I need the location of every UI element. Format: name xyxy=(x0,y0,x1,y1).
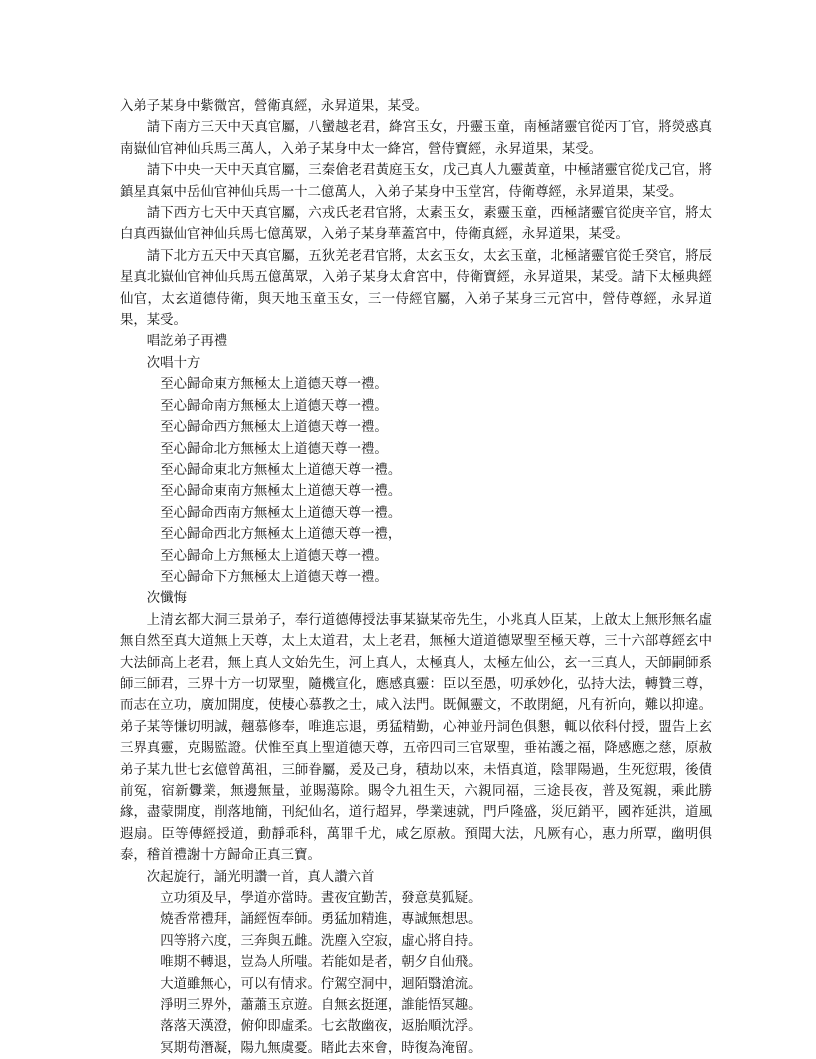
verse-line: 冥期苟潛凝，陽九無虞憂。睹此去來會，時復為淹留。 xyxy=(160,1040,482,1056)
salutation-line: 至心歸命東北方無極太上道德天尊一禮。 xyxy=(160,462,402,478)
paragraph-continuation: 入弟子某身中紫微宮，營衛真經，永昇道果，某受。 xyxy=(120,99,428,114)
verse-line: 唯期不轉退，豈為人所嗤。若能如是者，朝夕自仙飛。 xyxy=(160,955,482,971)
paragraph-center: 請下中央一天中天真官屬，三秦傖老君黃庭玉女，戊己真人九靈黃童，中極諸靈官從戊己官，將鎮星真氣中岳仙官神仙兵馬一十二億萬人，入弟子某身中玉堂宮，侍衛尊經，永昇道果，某受。 xyxy=(120,163,712,200)
heading-ten-directions: 次唱十方 xyxy=(146,355,201,371)
heading-bow-twice: 唱訖弟子再禮 xyxy=(146,334,228,350)
verse-line: 四等將六度，三奔與五雌。洗塵入空寂，虛心將自持。 xyxy=(160,933,482,949)
verse-list xyxy=(120,888,712,1059)
verse-line: 淨明三界外，蕭蕭玉京遊。自無玄挺運，誰能悟冥趣。 xyxy=(160,998,482,1014)
salutation-line: 至心歸命西南方無極太上道德天尊一禮。 xyxy=(160,505,402,521)
salutation-line: 至心歸命下方無極太上道德天尊一禮。 xyxy=(160,569,388,585)
salutation-line: 至心歸命南方無極太上道德天尊一禮。 xyxy=(160,398,388,414)
document-page xyxy=(120,96,712,1059)
salutation-line: 至心歸命西方無極太上道德天尊一禮。 xyxy=(160,420,388,436)
verse-line: 大道雖無心，可以有情求。佇駕空洞中，迴陌翳滄流。 xyxy=(160,976,482,992)
salutation-list xyxy=(120,374,712,588)
verse-line: 立功須及早，學道亦當時。晝夜宜勤苦，發意莫狐疑。 xyxy=(160,891,482,907)
paragraph-south: 請下南方三天中天真官屬，八蠻越老君，絳宮玉女，丹靈玉童，南極諸靈官從丙丁官，將熒惑真南嶽仙官神仙兵馬三萬人，入弟子某身中太一絳宮，營侍寶經，永昇道果，某受。 xyxy=(120,120,712,157)
salutation-line: 至心歸命西北方無極太上道德天尊一禮， xyxy=(160,527,402,543)
salutation-line: 至心歸命上方無極太上道德天尊一禮。 xyxy=(160,548,388,564)
heading-procession: 次起旋行，誦光明讚一首，真人讚六首 xyxy=(146,869,375,885)
paragraph-west: 請下西方七天中天真官屬，六戎氏老君官將，太素玉女，素靈玉童，西極諸靈官從庚辛官，將太白真西嶽仙官神仙兵馬七億萬眾，入弟子某身華蓋宮中，侍衛真經，永昇道果，某受。 xyxy=(120,206,712,243)
salutation-line: 至心歸命北方無極太上道德天尊一禮。 xyxy=(160,441,388,457)
verse-line: 燒香常禮拜，誦經恆奉師。勇猛加精進，專誠無想思。 xyxy=(160,912,482,928)
paragraph-north: 請下北方五天中天真官屬，五狄羌老君官將，太玄玉女，太玄玉童，北極諸靈官從壬癸官，將辰星真北嶽仙官神仙兵馬五億萬眾，入弟子某身太倉宮中，侍衛寶經，永昇道果，某受。請下太極典經仙官，太玄道德侍衛，與天地玉童玉女，三一侍經官屬，入弟子某身三元宮中，營侍尊經，永昇道果，某受。 xyxy=(120,248,712,329)
paragraph-repentance: 上清玄都大洞三景弟子，奉行道德傳授法事某嶽某帝先生，小兆真人臣某，上啟太上無形無名虛無自然至真大道無上天尊，太上太道君，太上老君，無極大道道德眾聖至極天尊，三十六部尊經玄中大法師高上老君，無上真人文始先生，河上真人，太極真人，太極左仙公，玄一三真人，天師嗣師系師三師君，三界十方一切眾聖，隨機宣化，應感真靈：臣以至愚，叨承妙化，弘持大法，轉贊三尊，而志在立功，廣加開度，使棲心慕教之士，咸入法門。既佩靈文，不敢閉絕，凡有祈向，難以抑違。弟子某等慊切明誠，翹慕修奉，唯進忘退，勇猛精勤，心神並丹詞色俱懇，輒以依科付授，盟告上玄三界真靈，克賜監證。伏惟至真上聖道德天尊，五帝四司三官眾聖，垂祐護之福，降感應之慈，原赦弟子某九世七玄億曾萬祖，三師眷屬，爰及己身，積劫以來，未悟真道，陰罪陽過，生死愆瑕，後債前冤，宿新釁業，無邊無量，並賜蕩除。賜令九祖生天，六親同福，三途長夜，普及冤親，乘此勝緣，盡蒙開度，削落地簡，刊紀仙名，道行超昇，學業速就，門戶隆盛，災厄銷平，國祚延洪，道風遐扇。臣等傳經授道，動靜乖科，萬罪千尤，咸乞原赦。預聞大法，凡厥有心，惠力所覃，幽明俱泰，稽首禮謝十方歸命正真三寶。 xyxy=(120,612,712,864)
salutation-line: 至心歸命東南方無極太上道德天尊一禮。 xyxy=(160,484,402,500)
salutation-line: 至心歸命東方無極太上道德天尊一禮。 xyxy=(160,377,388,393)
verse-line: 落落天漢澄，俯仰即虛柔。七玄散幽夜，返胎順沈浮。 xyxy=(160,1019,482,1035)
heading-repentance: 次懺悔 xyxy=(146,591,187,607)
